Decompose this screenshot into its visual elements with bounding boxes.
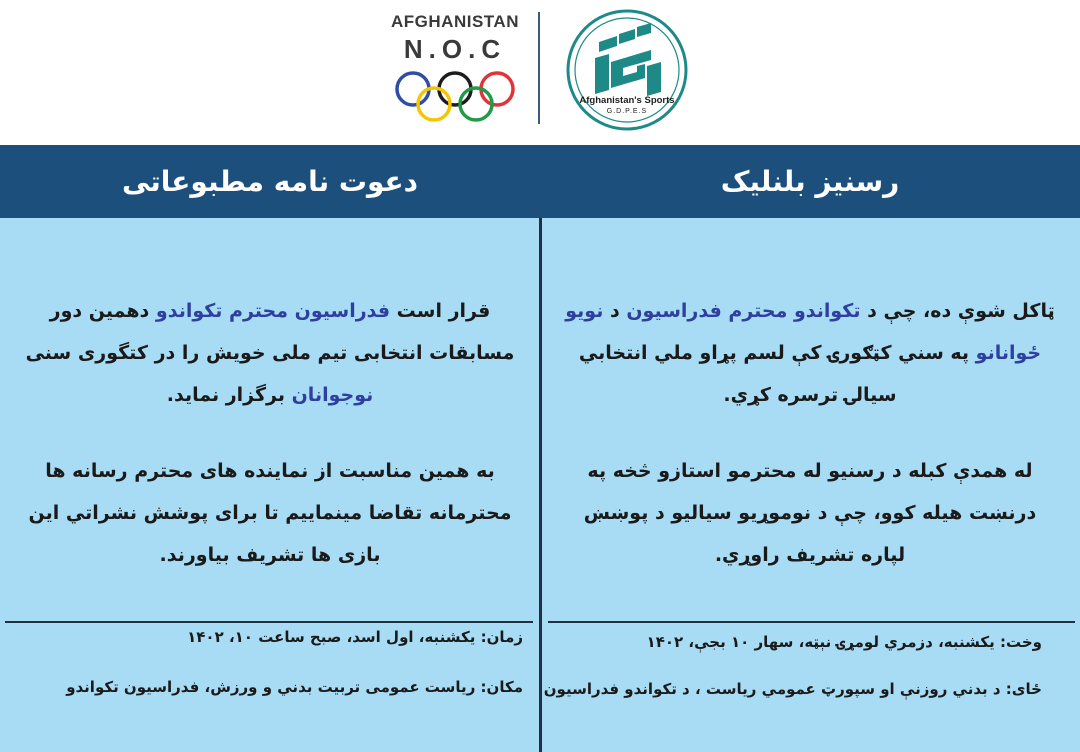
dari-p1-text: دهمین دور مسابقات انتخابی تیم ملی خویش را در کتگوری سنی: [25, 300, 515, 364]
content-area: [0, 218, 1080, 752]
pashto-time: وخت: يکشنبه، دزمري لومړۍ نېټه، سهار ۱۰ بجې، ۱۴۰۲: [646, 633, 1042, 651]
dari-p1-text: قرار است: [390, 300, 491, 322]
pashto-p1-highlight-federation: تکواندو محترم فدراسیون: [626, 300, 861, 322]
afghanistan-noc-logo: [385, 12, 525, 125]
noc-abbr-text: N.O.C: [403, 34, 507, 64]
noc-country-text: AFGHANISTAN: [391, 12, 519, 31]
dari-p1-text: برگزار نماید.: [166, 384, 292, 406]
header: [0, 0, 1080, 145]
dari-divider: [5, 621, 533, 623]
dari-p1-highlight-juniors: نوجوانان: [291, 384, 374, 406]
pashto-p1-text: ټاکل شوې ده، چې د: [860, 300, 1055, 322]
pashto-p1-text: د: [603, 300, 627, 322]
pashto-title: رسنيز بلنليک: [720, 165, 900, 198]
gdpes-name: Afghanistan's Sports: [579, 95, 675, 106]
olympic-rings-icon: [393, 69, 517, 125]
pashto-paragraph-1: [565, 290, 1055, 416]
dari-place: مکان: ریاست عمومی تربیت بدني و ورزش، فدراسیون تکواندو: [66, 678, 523, 696]
gdpes-abbr: G.D.P.E.S: [606, 108, 648, 115]
logo-divider: [538, 12, 540, 124]
pashto-p1-highlight-juniors: نويو ځوانانو: [565, 300, 1042, 364]
pashto-paragraph-2: له همدې کبله د رسنيو له محترمو استازو څخه په درنښت هيله کوو، چې د نوموړيو سياليو د پوښښ لپاره تشريف راوړي.: [583, 460, 1037, 566]
pashto-p1-text: په سني کټګورۍ کې لسم پړاو ملي انتخابي سيالۍ ترسره کړي.: [578, 342, 976, 406]
dari-p1-highlight-federation: فدراسیون محترم تکواندو: [155, 300, 391, 322]
dari-time: زمان: یکشنبه، اول اسد، صبح ساعت ۱۰، ۱۴۰۲: [187, 628, 523, 646]
pashto-divider: [548, 621, 1075, 623]
title-bar: [0, 145, 1080, 218]
dari-paragraph-2: به همین مناسبت از نماینده های محترم رسانه ها محترمانه تقاضا مینماییم تا برای پوشش نشراتي این بازی ها تشریف بیاورند.: [28, 460, 512, 566]
dari-paragraph-1: [25, 290, 515, 416]
dari-title: دعوت نامه مطبوعاتی: [121, 165, 419, 198]
column-divider: [539, 218, 542, 752]
pashto-place: ځای: د بدني روزنې او سپورټ عمومي رياست ، د تکواندو فدراسيون: [543, 680, 1042, 698]
